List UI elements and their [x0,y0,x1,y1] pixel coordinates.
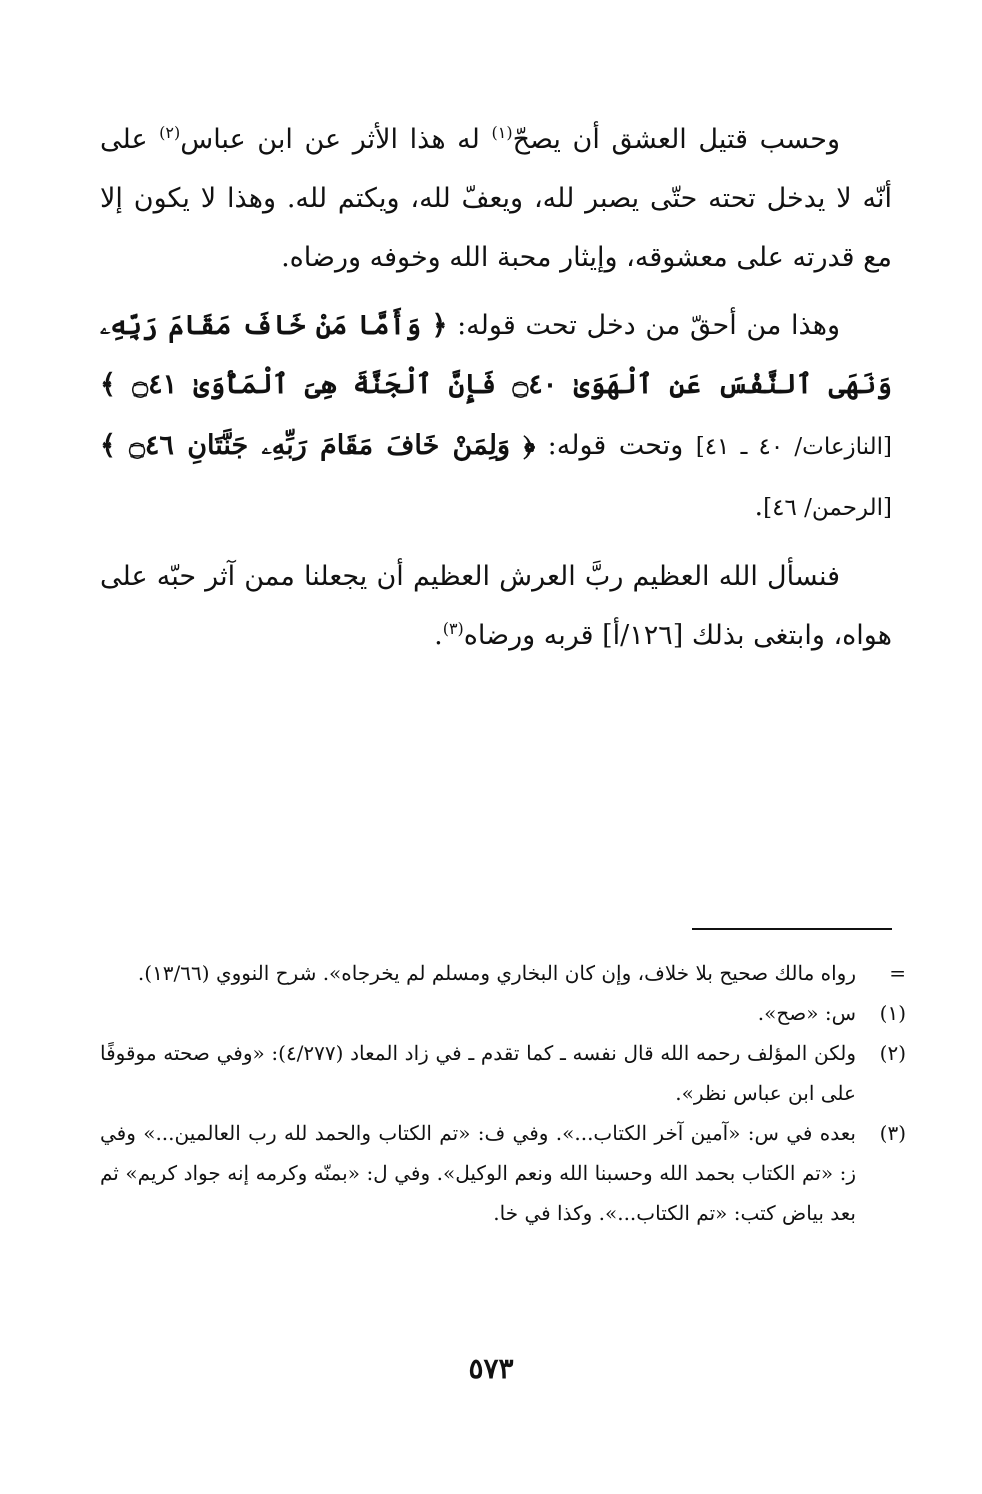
footnote-ref-1: (١) [491,123,513,142]
paragraph-1 [100,110,892,287]
footnote-marker: (١) [879,1001,906,1025]
footnote-continued [100,953,906,993]
footnote-marker: (٢) [879,1041,906,1065]
page-number: ٥٧٣ [468,1352,514,1385]
footnote-text: بعده في س: «آمين آخر الكتاب...». وفي ف: «تم الكتاب والحمد لله رب العالمين...» وفي ز: «تم الكتاب بحمد الله وحسبنا الله ونعم الوكيل». وفي ل: «بمنّه وكرمه إنه جواد كريم» ثم بعد بياض كتب: «تم الكتاب...». وكذا في خا. [100,1121,856,1225]
paragraph-2 [100,296,892,538]
text-run: وهذا من أحقّ من دخل تحت قوله: [447,310,840,341]
text-run: . [754,491,764,522]
footnote-ref-3: (٣) [442,619,464,638]
paragraph-3 [100,547,892,665]
verse-reference-2: [الرحمن/ ٤٦] [763,495,892,521]
text-run: له هذا الأثر عن ابن عباس [180,124,492,155]
quran-verse-2: ﴿ وَلِمَنْ خَافَ مَقَامَ رَبِّهِۦ جَنَّتَانِ ۝٤٦ ﴾ [100,430,536,461]
main-text [100,110,892,674]
footnote-1 [100,993,906,1033]
footnote-3 [100,1113,906,1233]
footnote-ref-2: (٢) [159,123,181,142]
footnote-text: س: «صح». [757,1001,856,1025]
text-run: . [434,620,443,651]
footnotes [100,953,906,1233]
verse-reference-1: [النازعات/ ٤٠ ـ ٤١] [695,434,892,460]
footnote-text: ولكن المؤلف رحمه الله قال نفسه ـ كما تقدم ـ في زاد المعاد (٤/٢٧٧): «وفي صحته موقوفًا على ابن عباس نظر». [100,1041,856,1105]
footnote-marker: = [889,961,906,985]
footnote-marker: (٣) [879,1121,906,1145]
footnote-separator [692,928,892,930]
footnote-2 [100,1033,906,1113]
text-run: وحسب قتيل العشق أن يصحّ [512,124,840,155]
footnote-text: رواه مالك صحيح بلا خلاف، وإن كان البخاري ومسلم لم يخرجاه». شرح النووي (١٣/٦٦). [137,961,856,985]
text-run: فنسأل الله العظيم ربَّ العرش العظيم أن يجعلنا ممن آثر حبّه على هواه، وابتغى بذلك [١٢٦/أ] قربه ورضاه [100,561,892,651]
text-run: وتحت قوله: [535,430,696,461]
text-run: على أنّه لا يدخل تحته حتّى يصبر لله، ويعفّ لله، ويكتم لله. وهذا لا يكون إلا مع قدرته على معشوقه، وإيثار محبة الله وخوفه ورضاه. [100,124,892,273]
quran-verse-1: ﴿ وَأَمَّا مَنْ خَافَ مَقَامَ رَبِّهِۦ وَنَهَى ٱلنَّفْسَ عَنِ ٱلْهَوَىٰ ۝٤٠ فَإِنَّ ٱلْجَنَّةَ هِىَ ٱلْمَأْوَىٰ ۝٤١ ﴾ [100,310,892,400]
